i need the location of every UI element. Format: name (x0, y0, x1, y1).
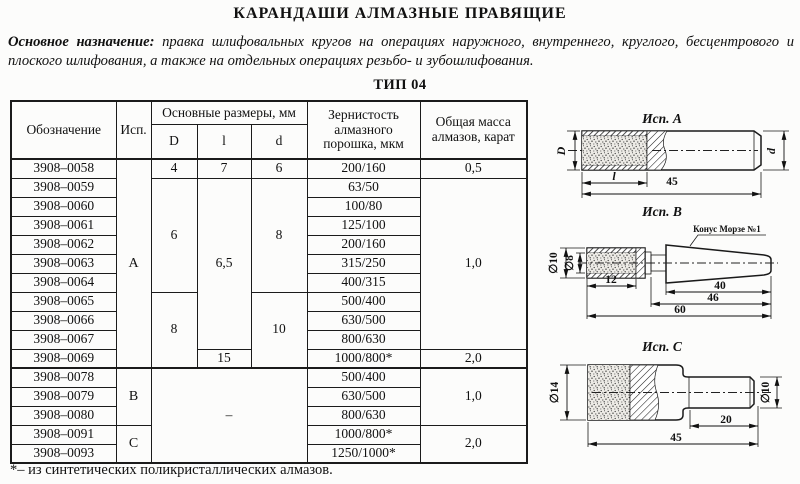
cell-grit: 1000/800* (307, 349, 420, 368)
diamond-edge-strip (587, 248, 636, 253)
table-header (11, 101, 527, 159)
dim-label-46: 46 (707, 292, 719, 304)
leader-line (690, 235, 766, 246)
col-header-dim-d: d (251, 125, 307, 160)
spec-table (10, 100, 528, 464)
cell-mass: 1,0 (420, 178, 527, 349)
col-header-designation: Обозначение (11, 101, 116, 159)
cell-version-b: В (116, 368, 151, 425)
cell-dim-D: 8 (151, 292, 197, 368)
col-header-dims-group: Основные размеры, мм (151, 101, 307, 125)
cell-dim-l: 7 (197, 159, 251, 178)
cell-grit: 100/80 (307, 197, 420, 216)
dim-label-dia8: ∅8 (564, 255, 576, 271)
drawing-c-title: Исп. С (642, 339, 682, 354)
morse-taper-cone (666, 245, 771, 283)
dimension-20 (690, 406, 758, 429)
cell-dims-dash: – (151, 368, 307, 463)
dim-label-45: 45 (670, 432, 682, 444)
diamond-section (582, 136, 647, 165)
cell-dim-l: 6,5 (197, 178, 251, 349)
pencil-body-a (568, 131, 761, 170)
cell-dim-l: 15 (197, 349, 251, 368)
dim-label-dia10: ∅10 (548, 252, 560, 274)
col-header-dim-l: l (197, 125, 251, 160)
table-row (11, 368, 527, 387)
dim-label-d: d (764, 148, 778, 154)
pencil-body-c (588, 365, 774, 420)
cell-designation: 3908–0064 (11, 273, 116, 292)
cell-grit: 630/500 (307, 311, 420, 330)
col-header-version: Исп. (116, 101, 151, 159)
cell-grit: 500/400 (307, 368, 420, 387)
cell-designation: 3908–0059 (11, 178, 116, 197)
drawing-isp-b (530, 203, 800, 329)
cell-grit: 800/630 (307, 406, 420, 425)
dim-label-40: 40 (714, 280, 726, 292)
cell-dim-d: 10 (251, 292, 307, 368)
cell-designation: 3908–0091 (11, 425, 116, 444)
cell-designation: 3908–0063 (11, 254, 116, 273)
cell-version-c: С (116, 425, 151, 463)
dim-label-dia10: ∅10 (760, 381, 772, 404)
dimension-l (582, 169, 647, 187)
morse-taper-label: Конус Морзе №1 (693, 224, 761, 234)
cell-grit: 630/500 (307, 387, 420, 406)
dim-label-dia14: ∅14 (549, 381, 561, 404)
dim-label-l: l (612, 169, 616, 183)
dimension-d (763, 131, 789, 170)
cell-designation: 3908–0058 (11, 159, 116, 178)
cell-grit: 1250/1000* (307, 444, 420, 463)
cell-mass: 1,0 (420, 368, 527, 425)
page-title: КАРАНДАШИ АЛМАЗНЫЕ ПРАВЯЩИЕ (233, 5, 567, 22)
drawing-isp-c (530, 333, 800, 463)
cell-grit: 400/315 (307, 273, 420, 292)
dimension-dia14 (549, 365, 586, 420)
cell-grit: 63/50 (307, 178, 420, 197)
cell-designation: 3908–0080 (11, 406, 116, 425)
col-header-mass: Общая масса алмазов, карат (420, 101, 527, 159)
drawing-a-title: Исп. А (642, 111, 682, 126)
type-heading: ТИП 04 (373, 77, 427, 93)
dim-label-20: 20 (720, 414, 732, 426)
cell-designation: 3908–0066 (11, 311, 116, 330)
purpose-paragraph (8, 33, 794, 71)
cell-dim-d: 8 (251, 178, 307, 292)
cell-designation: 3908–0060 (11, 197, 116, 216)
cell-mass: 2,0 (420, 349, 527, 368)
cell-version-a: А (116, 159, 151, 368)
cell-dim-D: 6 (151, 178, 197, 292)
purpose-text: правка шлифовальных кругов на операциях наружного, внутреннего, круглого, бесцентрового и плоского шлифования, а также на отдельных операциях резьбо- и зубошлифования. (8, 34, 794, 69)
cell-mass: 0,5 (420, 159, 527, 178)
table-row (11, 159, 527, 178)
cell-grit: 500/400 (307, 292, 420, 311)
cell-grit: 200/160 (307, 159, 420, 178)
dimension-dia10 (760, 377, 782, 408)
cell-grit: 800/630 (307, 330, 420, 349)
cell-designation: 3908–0093 (11, 444, 116, 463)
cell-dim-D: 4 (151, 159, 197, 178)
table-row (11, 178, 527, 197)
col-header-dim-D: D (151, 125, 197, 160)
cell-designation: 3908–0069 (11, 349, 116, 368)
cell-grit: 315/250 (307, 254, 420, 273)
cell-grit: 1000/800* (307, 425, 420, 444)
cell-designation: 3908–0078 (11, 368, 116, 387)
footnote: *– из синтетических поликристаллических алмазов. (10, 462, 333, 478)
cell-designation: 3908–0065 (11, 292, 116, 311)
drawing-b-title: Исп. В (642, 204, 682, 219)
drawing-isp-a (530, 103, 800, 203)
cell-grit: 200/160 (307, 235, 420, 254)
dim-label-60: 60 (674, 304, 686, 316)
dimension-45 (582, 172, 761, 198)
cell-dim-d: 6 (251, 159, 307, 178)
dim-label-12: 12 (605, 274, 617, 286)
cell-designation: 3908–0079 (11, 387, 116, 406)
cell-grit: 125/100 (307, 216, 420, 235)
diamond-edge-strip (582, 131, 647, 136)
cell-designation: 3908–0067 (11, 330, 116, 349)
cell-mass: 2,0 (420, 425, 527, 463)
cell-designation: 3908–0062 (11, 235, 116, 254)
dim-label-45: 45 (666, 176, 678, 188)
diamond-section (587, 253, 636, 273)
purpose-label: Основное назначение: (8, 34, 155, 50)
cell-designation: 3908–0061 (11, 216, 116, 235)
dim-label-D: D (554, 146, 568, 156)
col-header-grit: Зернистость алмазного порошка, мкм (307, 101, 420, 159)
